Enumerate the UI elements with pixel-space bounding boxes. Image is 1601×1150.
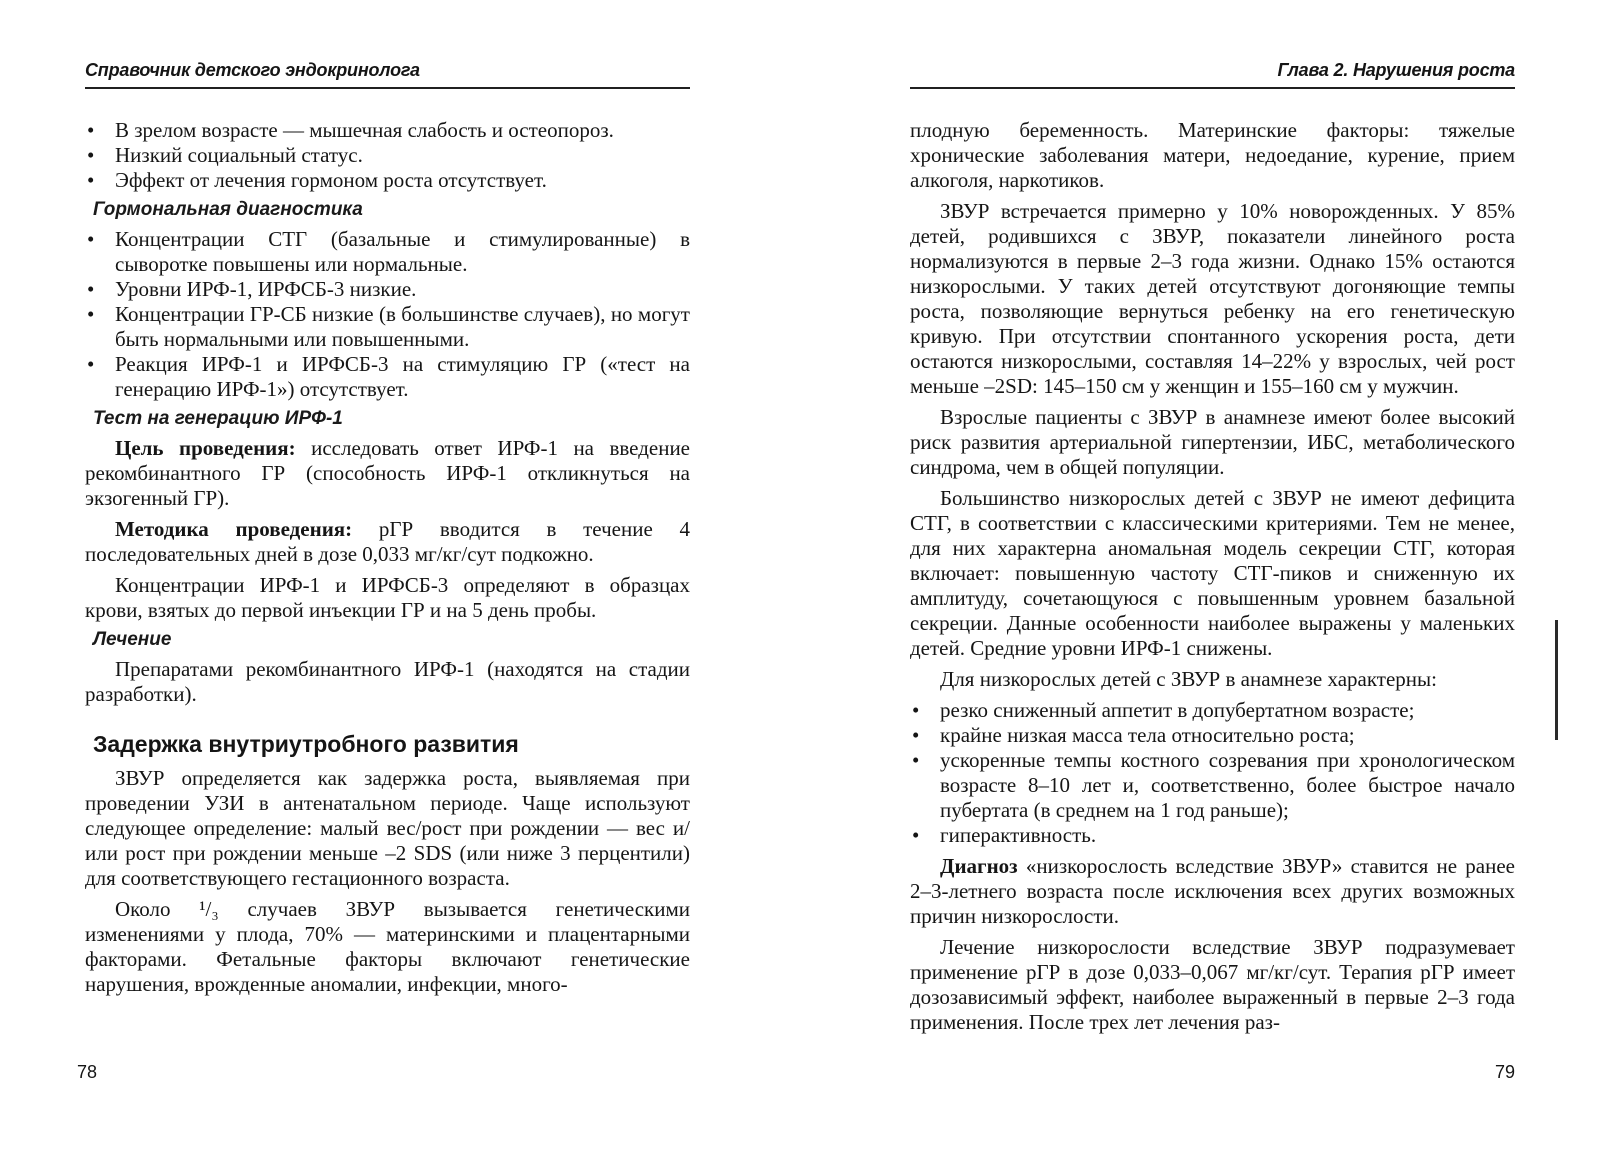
paragraph-characteristics-intro: Для низкорослых детей с ЗВУР в анамнезе характерны: [940,667,1437,691]
paragraph-diagnosis: Диагноз «низкорослость вследствие ЗВУР» ставится не ранее 2–3-летнего возраста после исключения всех других возможных причин низкорослости. [910,854,1515,928]
paragraph-lead: Цель проведения: [115,436,296,460]
page-edge-mark [1555,620,1558,740]
list-item: • гиперактивность. [912,823,1097,847]
paragraph-zvur-definition: ЗВУР определяется как задержка роста, выявляемая при проведении УЗИ в антенатальном периоде. Чаще используют следующее определение: малый вес/рост при рождении — вес и/или рост при рождении меньше –2 SDS (или ниже 3 перцентили) для соответствующего гестационного возраста. [85,766,690,890]
right-body [910,118,1515,1041]
bullet-icon: • [87,302,95,326]
page-number: 79 [1494,1062,1515,1082]
paragraph-method: Методика проведения: рГР вводится в течение 4 последовательных дней в дозе 0,033 мг/кг/сут подкожно. [85,517,690,566]
paragraph-therapy: Лечение низкорослости вследствие ЗВУР подразумевает применение рГР в дозе 0,033–0,067 мг/кг/сут. Терапия рГР имеет дозозависимый эффект, наиболее выраженный в первые 2–3 года применения. После трех лет лечения раз- [910,935,1515,1034]
bullet-list-characteristics [910,698,1515,848]
list-item: • крайне низкая масса тела относительно роста; [912,723,1355,747]
bullet-icon: • [912,748,920,772]
bullet-icon: • [87,118,95,142]
left-body [85,118,690,1003]
section-heading: Задержка внутриутробного развития [93,731,519,757]
list-item: • Реакция ИРФ-1 и ИРФСБ-3 на стимуляцию ГР («тест на генерацию ИРФ-1») отсутствует. [87,352,690,401]
paragraph-treatment: Препаратами рекомбинантного ИРФ-1 (находятся на стадии разработки). [85,657,690,706]
bullet-icon: • [87,277,95,301]
list-item: • Концентрации ГР-СБ низкие (в большинстве случаев), но могут быть нормальными или повышенными. [87,302,690,351]
paragraph-goal: Цель проведения: исследовать ответ ИРФ-1 на введение рекомбинантного ГР (способность ИРФ-1 откликнуться на экзогенный ГР). [85,436,690,510]
bullet-icon: • [87,168,95,192]
list-item: • резко сниженный аппетит в допубертатном возрасте; [912,698,1415,722]
running-header: Справочник детского эндокринолога [85,60,690,89]
subheading-igf-test: Тест на генерацию ИРФ-1 [93,408,343,429]
bullet-list-symptoms [85,118,690,193]
list-item: • В зрелом возрасте — мышечная слабость и остеопороз. [87,118,614,142]
running-header: Глава 2. Нарушения роста [910,60,1515,89]
bullet-icon: • [87,227,95,251]
list-item: • Эффект от лечения гормоном роста отсутствует. [87,168,547,192]
list-item: • Концентрации СТГ (базальные и стимулированные) в сыворотке повышены или нормальные. [87,227,690,276]
bullet-list-diagnostics [85,227,690,402]
bullet-icon: • [912,698,920,722]
paragraph-secretion: Большинство низкорослых детей с ЗВУР не имеют дефицита СТГ, в соответствии с классическими критериями. Тем не менее, для них характерна аномальная модель секреции СТГ, которая включает: повышенную частоту СТГ-пиков и сниженную их амплитуду, сочетающуюся с повышенным уровнем базальной секреции. Данные особенности наиболее выражены у маленьких детей. Средние уровни ИРФ-1 снижены. [910,486,1515,660]
list-item: • ускоренные темпы костного созревания при хронологическом возрасте 8–10 лет и, соответственно, более быстрое начало пубертата (в среднем на 1 год раньше); [912,748,1515,822]
paragraph-continued: плодную беременность. Материнские факторы: тяжелые хронические заболевания матери, недоедание, курение, прием алкоголя, наркотиков. [910,118,1515,192]
paragraph-lead: Методика проведения: [115,517,353,541]
bullet-icon: • [87,352,95,376]
paragraph-lead: Диагноз [940,854,1018,878]
paragraph-prevalence: ЗВУР встречается примерно у 10% новорожденных. У 85% детей, родившихся с ЗВУР, показатели линейного роста нормализуются в первые 2–3 года жизни. Однако 15% остаются низкорослыми. У таких детей отсутствуют догоняющие темпы роста, позволяющие вернуться ребенку на его генетическую кривую. При отсутствии спонтанного ускорения роста, дети остаются низкорослыми, составляя 14–22% у взрослых, чей рост меньше –2SD: 145–150 см у женщин и 155–160 см у мужчин. [910,199,1515,398]
bullet-icon: • [912,723,920,747]
list-item: • Низкий социальный статус. [87,143,363,167]
paragraph-concentrations: Концентрации ИРФ-1 и ИРФСБ-3 определяют в образцах крови, взятых до первой инъекции ГР и на 5 день пробы. [85,573,690,622]
bullet-icon: • [87,143,95,167]
list-item: • Уровни ИРФ-1, ИРФСБ-3 низкие. [87,277,417,301]
left-page [77,0,690,1150]
right-page [910,0,1515,1150]
paragraph-zvur-causes: Около ¹/₃ случаев ЗВУР вызывается генетическими изменениями у плода, 70% — материнскими и плацентарными факторами. Фетальные факторы включают генетические нарушения, врожденные аномалии, инфекции, много- [85,897,690,996]
subheading-treatment: Лечение [93,629,172,650]
bullet-icon: • [912,823,920,847]
paragraph-risk: Взрослые пациенты с ЗВУР в анамнезе имеют более высокий риск развития артериальной гипертензии, ИБС, метаболического синдрома, чем в общей популяции. [910,405,1515,479]
subheading-hormonal-diagnostics: Гормональная диагностика [93,199,363,220]
page-number: 78 [77,1062,98,1082]
